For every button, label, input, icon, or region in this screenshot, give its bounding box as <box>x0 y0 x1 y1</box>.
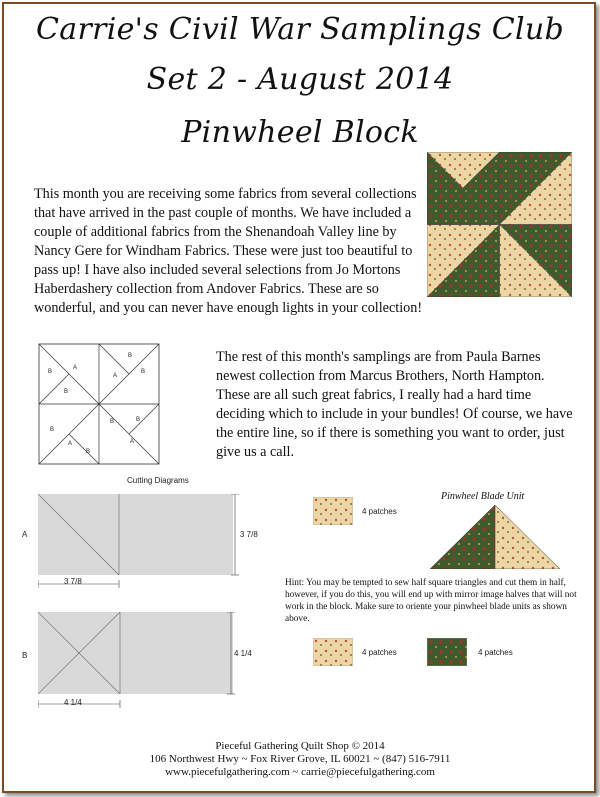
svg-text:A: A <box>68 441 73 447</box>
title-line-2: Set 2 - August 2014 <box>146 62 454 97</box>
light-patch-count: 4 patches <box>362 507 397 516</box>
light-patch-count-2: 4 patches <box>362 648 397 657</box>
cut-a-height-label: 3 7/8 <box>240 530 258 539</box>
footer-address: 106 Northwest Hwy ~ Fox River Grove, IL 60021 ~ (847) 516-7911 <box>149 753 451 765</box>
light-fabric-swatch-2 <box>313 638 353 666</box>
pinwheel-block-image <box>427 152 572 297</box>
cut-a-height-dimension <box>230 494 240 576</box>
cut-a-width-label: 3 7/8 <box>64 577 82 586</box>
cut-a-row-label: A <box>22 530 28 539</box>
svg-text:B: B <box>141 369 146 375</box>
hint-text: Hint: You may be tempted to sew half square triangles and cut them in half, however, if you do this, you will end up with mirror image halves that will not work in the block. Make sure to oriente your pinwheel blade units as shown above. <box>285 578 577 624</box>
second-paragraph: The rest of this month's samplings are from Paula Barnes newest collection from Marcus Brothers, North Hampton. These are all such great fabrics, I really had a hard time deciding which to include in your bundles! Of course, we have the entire line, so if there is something you want to order, just give us a call. <box>216 349 573 460</box>
cutting-diagrams-title: Cutting Diagrams <box>127 476 189 485</box>
title-line-1: Carrie's Civil War Samplings Club <box>36 12 564 47</box>
intro-paragraph: This month you are receiving some fabrics from several collections that have arrived in the past couple of months. We have included a couple of additional fabrics from the Shenandoah Valley line by Nancy Gere for Windham Fabrics. These were just too beautiful to pass up! I have also included several selections from Jo Mortons Haberdashery collection from Andover Fabrics. These are so wonderful, and you can never have enough lights in your collection! <box>34 186 423 316</box>
footer-shop: Pieceful Gathering Quilt Shop © 2014 <box>215 740 385 752</box>
svg-text:B: B <box>110 419 115 425</box>
block-piecing-diagram <box>38 343 160 465</box>
blade-unit-title: Pinwheel Blade Unit <box>441 491 525 502</box>
svg-text:A: A <box>73 365 78 371</box>
cut-b-row-label: B <box>22 651 28 660</box>
svg-text:B: B <box>64 389 69 395</box>
svg-text:B: B <box>86 449 91 455</box>
svg-text:B: B <box>48 369 53 375</box>
svg-text:B: B <box>50 427 55 433</box>
cut-b-height-label: 4 1/4 <box>234 649 252 658</box>
svg-text:B: B <box>128 353 133 359</box>
dark-fabric-swatch <box>427 638 467 666</box>
pinwheel-blade-unit-image <box>430 505 560 569</box>
footer-web[interactable]: www.piecefulgathering.com ~ carrie@piecefulgathering.com <box>165 766 435 778</box>
light-fabric-swatch <box>313 497 353 525</box>
svg-text:B: B <box>136 417 141 423</box>
svg-text:A: A <box>130 439 135 445</box>
title-line-3: Pinwheel Block <box>181 115 419 150</box>
dark-patch-count: 4 patches <box>478 648 513 657</box>
svg-text:A: A <box>113 373 118 379</box>
cut-b-width-label: 4 1/4 <box>64 698 82 707</box>
